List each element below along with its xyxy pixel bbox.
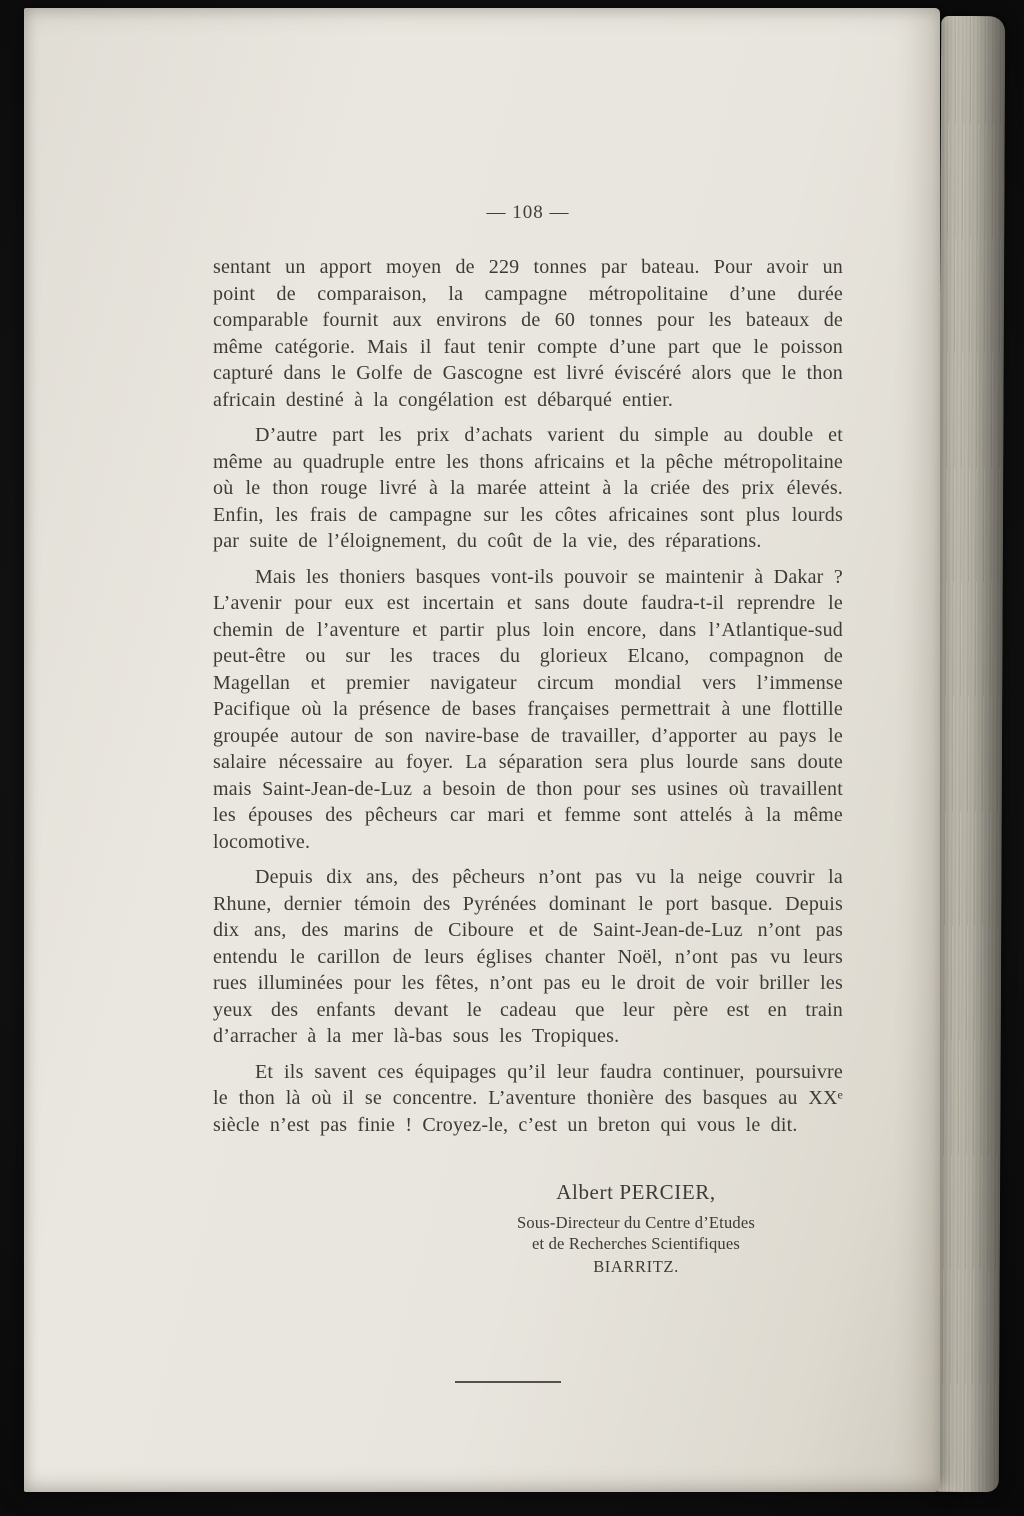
paragraph: D’autre part les prix d’achats varient du simple au double et même au quadruple entre les thons africains et la pêche métropolitaine où le thon rouge livré à la marée atteint à la criée des prix élevés. Enfin, les frais de campagne sur les côtes africaines sont plus lourds par suite de l’éloignement, du coût de la vie, des réparations. (213, 424, 843, 552)
paragraph: Depuis dix ans, des pêcheurs n’ont pas vu la neige couvrir la Rhune, dernier témoin des Pyrénées dominant le port basque. Depuis dix ans, des marins de Ciboure et de Saint-Jean-de-Luz n’ont pas entendu le carillon de leurs églises chanter Noël, n’ont pas vu leurs rues illuminées pour les fêtes, n’ont pas eu le droit de voir briller les yeux des enfants devant le cadeau que leur père est en train d’arracher à la mer là-bas sous les Tropiques. (213, 866, 843, 1047)
paragraph: Mais les thoniers basques vont-ils pouvoir se maintenir à Dakar ? L’avenir pour eux est incertain et sans doute faudra-t-il reprendre le chemin de l’aventure et partir plus loin encore, dans l’Atlantique-sud peut-être ou sur les traces du glorieux Elcano, compagnon de Magellan et premier navigateur circum mondial vers l’immense Pacifique où la présence de bases françaises permettrait à une flottille groupée autour de son navire-base de travailler, d’apporter au pays le salaire nécessaire au foyer. La séparation sera plus lourde sans doute mais Saint-Jean-de-Luz a besoin de thon pour ses usines où travaillent les épouses des pêcheurs car mari et femme sont attelés à la même locomotive. (213, 565, 843, 853)
book-fore-edge (935, 16, 1005, 1492)
signature-name: Albert PERCIER, (556, 1180, 716, 1204)
paragraph: sentant un apport moyen de 229 tonnes par bateau. Pour avoir un point de comparaison, la campagne métropolitaine d’une durée comparable fournit aux environs de 60 tonnes pour les bateaux de même catégorie. Mais il faut tenir compte d’une part que le poisson capturé dans le Golfe de Gascogne est livré éviscéré alors que le thon africain destiné à la congélation est débarqué entier. (213, 256, 843, 411)
book-page (24, 8, 940, 1492)
signature-role-line-1: Sous-Directeur du Centre d’Etudes (517, 1213, 755, 1232)
signature-city: BIARRITZ. (593, 1257, 679, 1276)
paragraph: Et ils savent ces équipages qu’il leur faudra continuer, poursuivre le thon là où il se concentre. L’aventure thonière des basques au XXᵉ siècle n’est pas finie ! Croyez-le, c’est un breton qui vous le dit. (213, 1060, 843, 1136)
page-content (213, 202, 843, 1383)
page-number: — 108 — (486, 202, 570, 223)
signature-role-line-2: et de Recherches Scientifiques (531, 1234, 741, 1253)
end-of-text-divider (455, 1381, 561, 1383)
signature-block (451, 1180, 821, 1277)
